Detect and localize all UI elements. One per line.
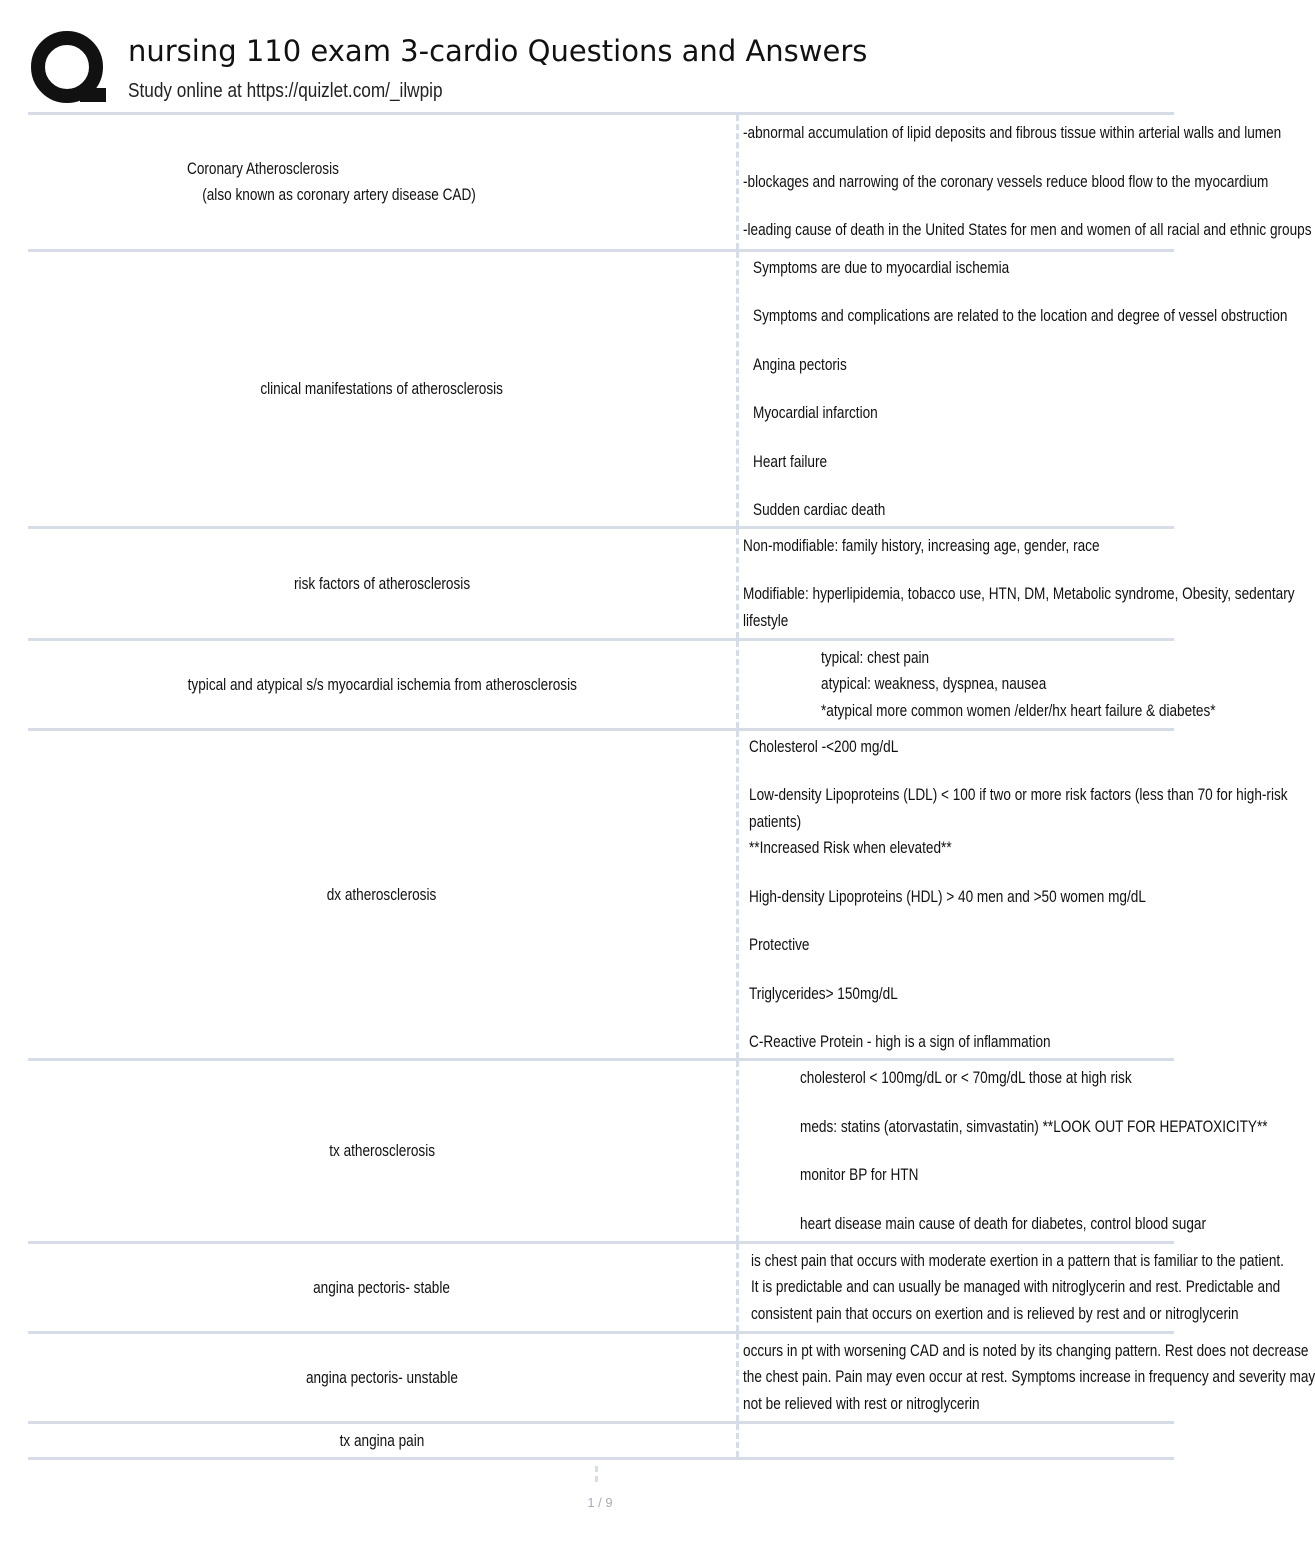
term-text: (also known as coronary artery disease CAD): [202, 185, 476, 204]
definition-line: *atypical more common women /elder/hx heart failure & diabetes*: [821, 700, 1216, 720]
definition-line: Angina pectoris: [753, 354, 847, 374]
card-row: [28, 528, 1174, 640]
term-text: tx atherosclerosis: [329, 1141, 435, 1160]
definition-line: heart disease main cause of death for diabetes, control blood sugar: [800, 1213, 1206, 1233]
definition-line: Non-modifiable: family history, increasing age, gender, race: [743, 535, 1100, 555]
line-gap: [753, 427, 1174, 449]
quizlet-logo-icon: [30, 30, 108, 108]
card-definition: [738, 1423, 1175, 1459]
line-gap: [743, 147, 1174, 169]
card-definition: [738, 114, 1312, 251]
card-definition: [738, 640, 1216, 730]
term-text: Coronary Atherosclerosis: [186, 159, 339, 178]
card-term: [28, 1060, 738, 1243]
definition-line: atypical: weakness, dyspnea, nausea: [821, 674, 1047, 694]
line-gap: [743, 195, 1174, 217]
card-definition: [738, 251, 1288, 528]
card-definition: [738, 528, 1295, 640]
page-title: nursing 110 exam 3-cardio Questions and Answers: [128, 34, 868, 68]
definition-line: not be relieved with rest or nitroglycerin: [743, 1393, 980, 1413]
line-gap: [800, 1189, 1174, 1211]
definition-line: Protective: [749, 935, 810, 954]
definition-line: monitor BP for HTN: [800, 1165, 919, 1184]
term-text: typical and atypical s/s myocardial ischemia from atherosclerosis: [187, 674, 577, 694]
definition-line: the chest pain. Pain may even occur at rest. Symptoms increase in frequency and severity may: [743, 1367, 1315, 1387]
definition-line: is chest pain that occurs with moderate exertion in a pattern that is familiar to the patient.: [751, 1250, 1284, 1270]
definition-line: typical: chest pain: [821, 647, 930, 667]
card-term: [28, 114, 738, 251]
definition-line: **Increased Risk when elevated**: [749, 838, 952, 857]
term-text: clinical manifestations of atherosclerosis: [260, 379, 504, 398]
term-text: angina pectoris- stable: [313, 1277, 451, 1297]
line-gap: [800, 1140, 1174, 1162]
definition-line: C-Reactive Protein - high is a sign of inflammation: [749, 1032, 1051, 1051]
card-term: [28, 528, 738, 640]
card-term: [28, 730, 738, 1060]
definition-line: High-density Lipoproteins (HDL) > 40 men and >50 women mg/dL: [749, 886, 1146, 906]
card-row: [28, 1243, 1174, 1333]
definition-line: Symptoms and complications are related to the location and degree of vessel obstruction: [753, 306, 1288, 325]
definition-line: Low-density Lipoproteins (LDL) < 100 if two or more risk factors (less than 70 for high-risk: [749, 785, 1288, 804]
definition-line: -blockages and narrowing of the coronary vessels reduce blood flow to the myocardium: [743, 171, 1269, 191]
page-number: 1 / 9: [587, 1495, 613, 1510]
line-gap: [749, 760, 1174, 782]
card-definition: [738, 1333, 1315, 1423]
line-gap: [749, 1007, 1174, 1029]
definition-line: Symptoms are due to myocardial ischemia: [753, 257, 1010, 277]
definition-line: Myocardial infarction: [753, 403, 878, 422]
card-row: [28, 1060, 1174, 1243]
card-row: [28, 251, 1174, 528]
line-gap: [749, 959, 1174, 981]
definition-line: lifestyle: [743, 610, 789, 630]
line-gap: [749, 910, 1174, 932]
line-gap: [753, 378, 1174, 400]
term-text: angina pectoris- unstable: [306, 1367, 458, 1387]
line-gap: [749, 862, 1174, 884]
line-gap: [753, 330, 1174, 352]
definition-line: -abnormal accumulation of lipid deposits and fibrous tissue within arterial walls and lumen: [743, 123, 1282, 143]
definition-line: consistent pain that occurs on exertion and is relieved by rest and or nitroglycerin: [751, 1303, 1239, 1323]
card-row: [28, 1333, 1174, 1423]
card-definition: [738, 1060, 1268, 1243]
card-term: [28, 1243, 738, 1333]
definition-line: Cholesterol -<200 mg/dL: [749, 736, 899, 756]
card-definition: [738, 730, 1288, 1060]
definition-line: patients): [749, 811, 802, 831]
card-term: [28, 1333, 738, 1423]
definition-line: occurs in pt with worsening CAD and is noted by its changing pattern. Rest does not decrease: [743, 1340, 1309, 1360]
definition-line: It is predictable and can usually be managed with nitroglycerin and rest. Predictable and: [751, 1277, 1281, 1297]
card-term: [28, 640, 738, 730]
term-text: tx angina pain: [339, 1430, 425, 1450]
card-row: [28, 640, 1174, 730]
flashcard-table: [28, 112, 1315, 1460]
definition-line: Heart failure: [753, 451, 828, 471]
card-row: [28, 1423, 1174, 1459]
divider: [595, 1466, 601, 1482]
card-term: [28, 1423, 738, 1459]
card-definition: [738, 1243, 1284, 1333]
study-online-link[interactable]: Study online at https://quizlet.com/_ilwpip: [128, 80, 443, 102]
line-gap: [753, 281, 1174, 303]
card-row: [28, 114, 1174, 251]
card-term: [28, 251, 738, 528]
term-text: dx atherosclerosis: [327, 884, 437, 904]
term-text: risk factors of atherosclerosis: [293, 573, 471, 593]
line-gap: [800, 1092, 1174, 1114]
definition-line: meds: statins (atorvastatin, simvastatin) **LOOK OUT FOR HEPATOXICITY**: [800, 1116, 1268, 1136]
card-row: [28, 730, 1174, 1060]
line-gap: [753, 475, 1174, 497]
definition-line: -leading cause of death in the United States for men and women of all racial and ethnic groups: [743, 220, 1312, 240]
line-gap: [743, 559, 1174, 581]
definition-line: cholesterol < 100mg/dL or < 70mg/dL those at high risk: [800, 1068, 1132, 1087]
definition-line: Modifiable: hyperlipidemia, tobacco use, HTN, DM, Metabolic syndrome, Obesity, sedentary: [743, 584, 1295, 604]
definition-line: Triglycerides> 150mg/dL: [749, 983, 898, 1003]
definition-line: Sudden cardiac death: [753, 500, 886, 519]
